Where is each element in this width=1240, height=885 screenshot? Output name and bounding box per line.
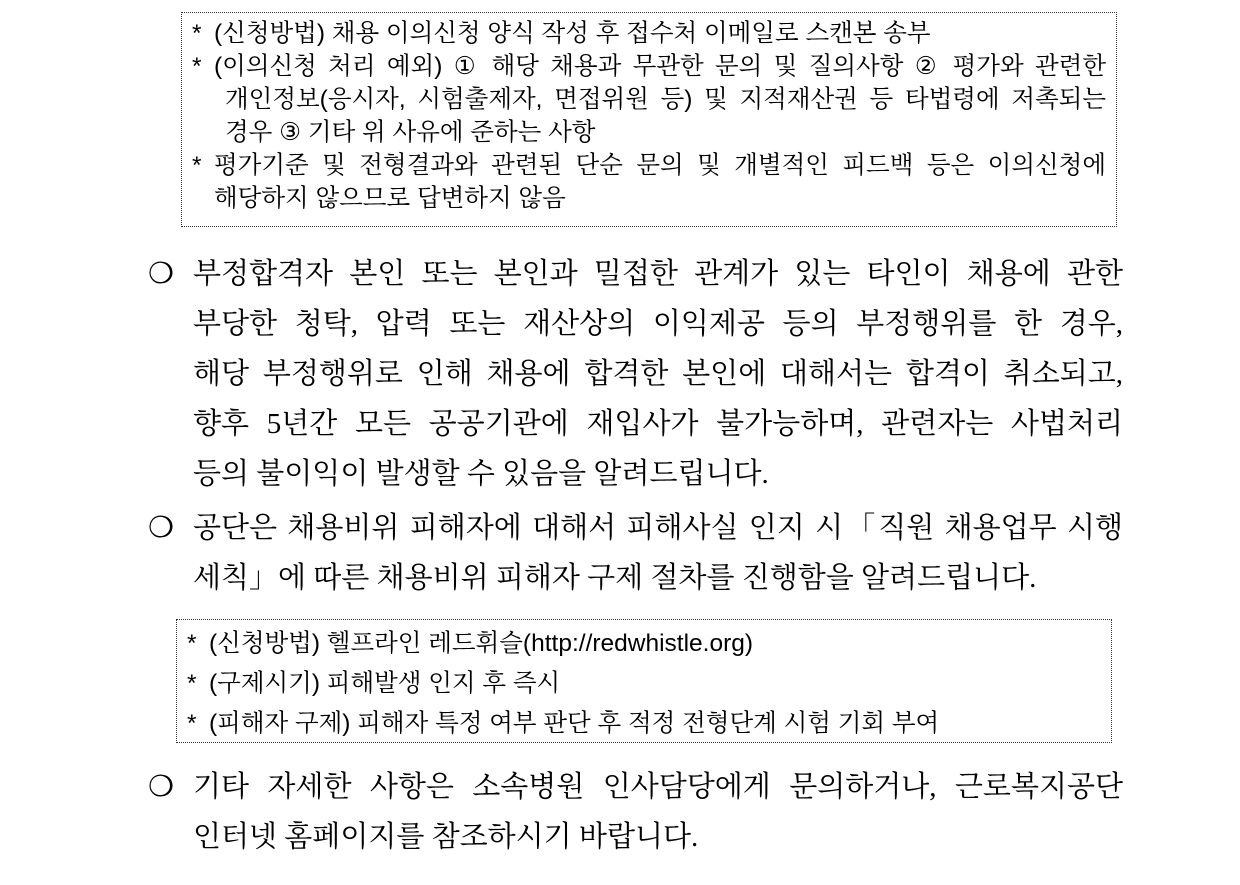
paragraph-line: 향후 5년간 모든 공공기관에 재입사가 불가능하며, 관련자는 사법처리 xyxy=(193,408,1123,440)
note-line-continuation xyxy=(192,182,1106,215)
note-asterisk: * xyxy=(187,670,197,697)
note-line xyxy=(192,149,1106,182)
paragraph-line: 기타 자세한 사항은 소속병원 인사담당에게 문의하거나, 근로복지공단 xyxy=(193,771,1123,803)
note-text: 평가기준 및 전형결과와 관련된 단순 문의 및 개별적인 피드백 등은 이의신청에 xyxy=(214,152,1106,179)
paragraph-line: 세칙」에 따른 채용비위 피해자 구제 절차를 진행함을 알려드립니다. xyxy=(193,562,1037,594)
note-asterisk: * xyxy=(187,710,197,737)
objection-notes-box xyxy=(181,12,1117,227)
paragraph-line: 등의 불이익이 발생할 수 있음을 알려드립니다. xyxy=(193,458,769,490)
fraudulent-hire-section xyxy=(148,249,1123,499)
note-line-continuation xyxy=(192,116,1106,149)
circle-bullet-icon: ❍ xyxy=(148,512,174,544)
note-text: (신청방법) 헬프라인 레드휘슬(http://redwhistle.org) xyxy=(209,630,754,657)
victim-relief-section xyxy=(148,503,1123,603)
note-line xyxy=(192,50,1106,83)
paragraph-line: 해당 부정행위로 인해 채용에 합격한 본인에 대해서는 합격이 취소되고, xyxy=(193,358,1123,390)
paragraph-line: 인터넷 홈페이지를 참조하시기 바랍니다. xyxy=(193,821,699,853)
paragraph-line: 부정합격자 본인 또는 본인과 밀접한 관계가 있는 타인이 채용에 관한 xyxy=(193,258,1123,290)
note-line xyxy=(187,664,1101,704)
note-text: (이의신청 처리 예외) ① 해당 채용과 무관한 문의 및 질의사항 ② 평가와 관련한 xyxy=(214,53,1106,80)
note-asterisk: * xyxy=(192,152,202,179)
contact-section xyxy=(148,762,1123,862)
note-text: (신청방법) 채용 이의신청 양식 작성 후 접수처 이메일로 스캔본 송부 xyxy=(214,20,931,47)
note-line xyxy=(187,704,1101,744)
paragraph-line: 공단은 채용비위 피해자에 대해서 피해사실 인지 시「직원 채용업무 시행 xyxy=(193,512,1123,544)
circle-bullet-icon: ❍ xyxy=(148,771,174,803)
note-asterisk: * xyxy=(192,53,202,80)
note-asterisk: * xyxy=(192,20,202,47)
note-text: (구제시기) 피해발생 인지 후 즉시 xyxy=(209,670,561,697)
note-asterisk: * xyxy=(187,630,197,657)
circle-bullet-icon: ❍ xyxy=(148,258,174,290)
paragraph-line: 부당한 청탁, 압력 또는 재산상의 이익제공 등의 부정행위를 한 경우, xyxy=(193,308,1123,340)
relief-notes-box xyxy=(176,619,1112,743)
note-line-continuation xyxy=(192,83,1106,116)
note-line xyxy=(187,624,1101,664)
note-text: 경우 ③ 기타 위 사유에 준하는 사항 xyxy=(225,119,596,146)
note-text: 개인정보(응시자, 시험출제자, 면접위원 등) 및 지적재산권 등 타법령에 저촉되는 xyxy=(225,86,1106,113)
note-text: 해당하지 않으므로 답변하지 않음 xyxy=(214,185,566,212)
note-text: (피해자 구제) 피해자 특정 여부 판단 후 적정 전형단계 시험 기회 부여 xyxy=(209,710,940,737)
note-line xyxy=(192,17,1106,50)
